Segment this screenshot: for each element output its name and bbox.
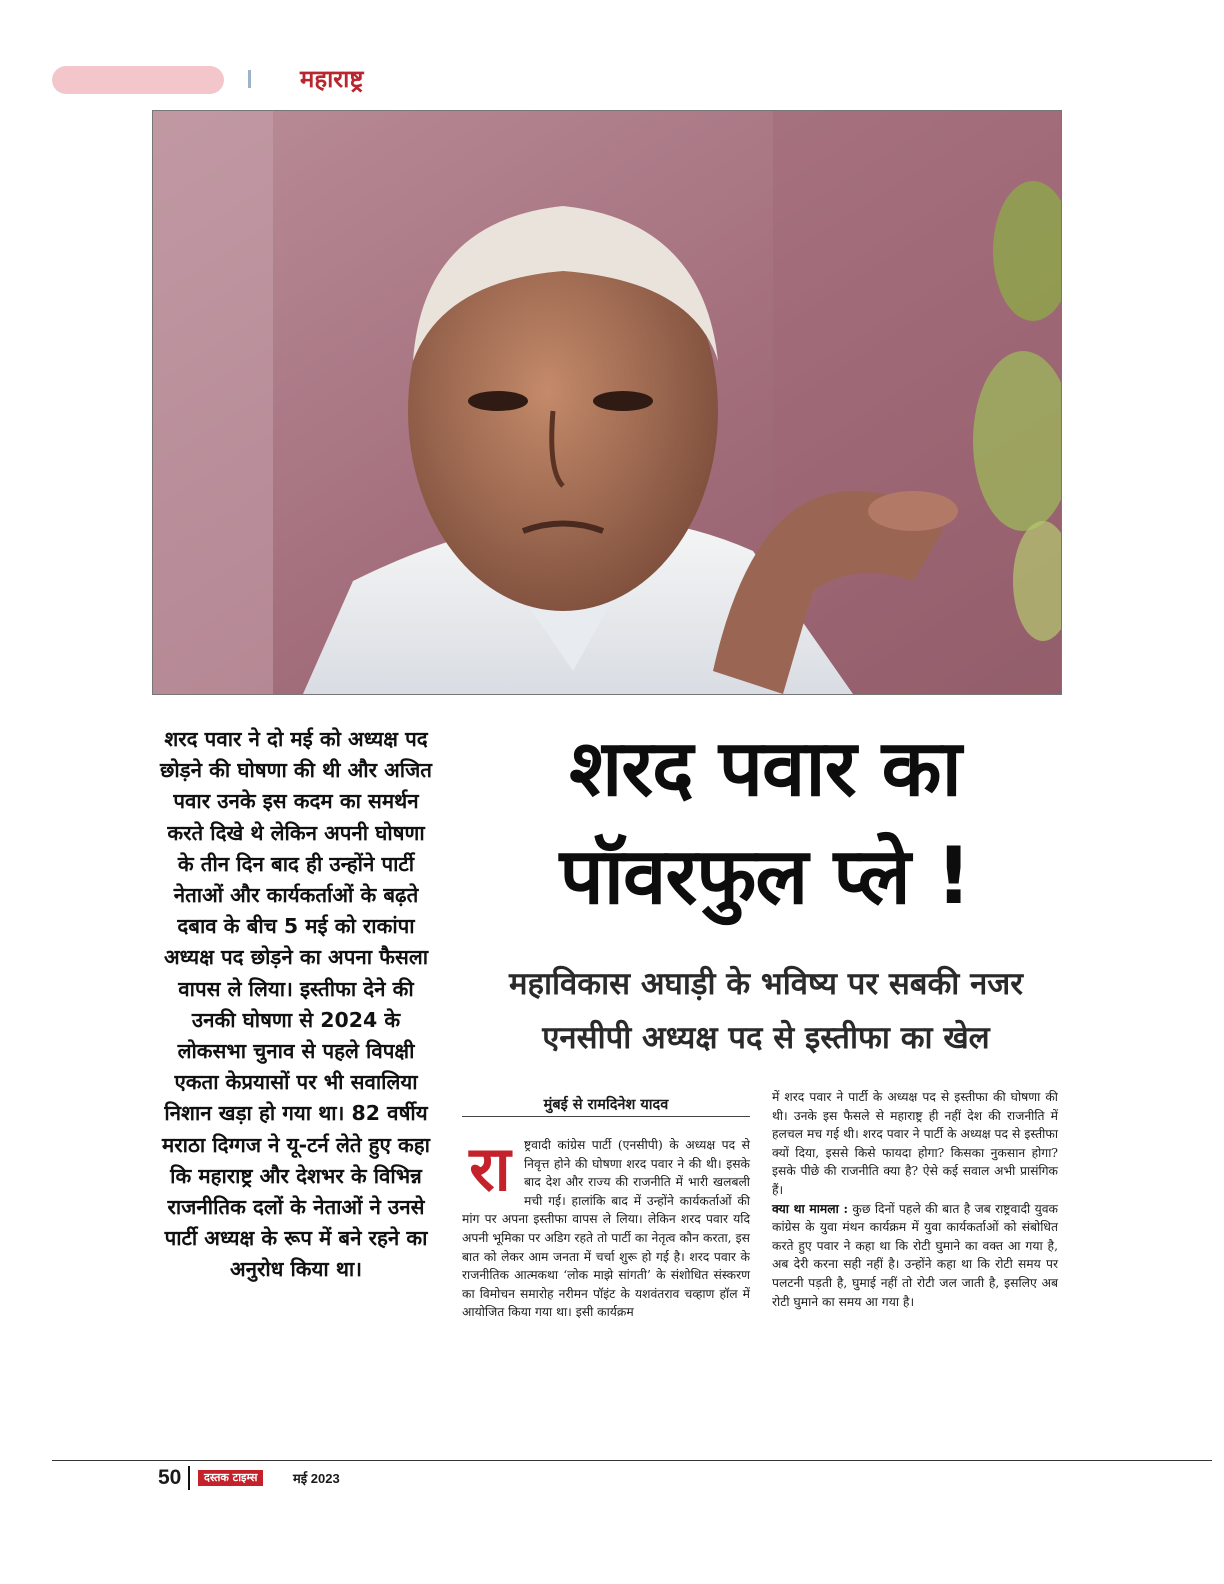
subheadline-2: एनसीपी अध्यक्ष पद से इस्तीफा का खेल — [542, 1020, 990, 1056]
footer-rule — [52, 1460, 1212, 1461]
header-divider — [248, 70, 251, 88]
footer-divider — [188, 1466, 190, 1490]
byline-rule — [462, 1116, 750, 1117]
headline-line-1: शरद पवार का — [569, 724, 961, 814]
subheadline-1: महाविकास अघाड़ी के भविष्य पर सबकी नजर — [508, 966, 1023, 1002]
pull-quote: शरद पवार ने दो मई को अध्यक्ष पद छोड़ने की घोषणा की थी और अजित पवार उनके इस कदम का समर्थन करते दिखे थे लेकिन अपनी घोषणा के तीन दिन बाद ही उन्होंने पार्टी नेताओं और कार्यकर्ताओं के बढ़ते दबाव के बीच 5 मई को राकांपा अध्यक्ष पद छोड़ने का अपना फैसला वापस ले लिया। इस्तीफा देने की उनकी घोषणा से 2024 के लोकसभा चुनाव से पहले विपक्षी एकता केप्रयासों पर भी सवालिया निशान खड़ा हो गया था। 82 वर्षीय मराठा दिग्गज ने यू-टर्न लेते हुए कहा कि महाराष्ट्र और देशभर के विभिन्न राजनीतिक दलों के नेताओं ने उनसे पार्टी अध्यक्ष के रूप में बने रहने का अनुरोध किया था। — [160, 727, 432, 1282]
article-col2-paragraph: में शरद पवार ने पार्टी के अध्यक्ष पद से इस्तीफा की घोषणा की थी। उनके इस फैसले से महाराष्ट्र ही नहीं देश की राजनीति में हलचल मच गई थी। शरद पवार ने पार्टी के अध्यक्ष पद से इस्तीफा क्यों दिया, इससे किसे फायदा होगा? किसका नुकसान होगा? इसके पीछे की राजनीति क्या है? ऐसे कई सवाल अभी प्रासंगिक हैं। — [772, 1090, 1058, 1197]
lead-photo — [152, 110, 1062, 695]
section-title: महाराष्ट्र — [300, 65, 364, 93]
issue-date: मई 2023 — [293, 1471, 340, 1486]
drop-cap: रा — [469, 1132, 511, 1205]
article-column-2 — [772, 1088, 1058, 1311]
section-tab-pill — [52, 66, 224, 94]
article-col2-paragraph-2: कुछ दिनों पहले की बात है जब राष्ट्रवादी युवक कांग्रेस के युवा मंथन कार्यक्रम में युवा कार्यकर्ताओं को संबोधित करते हुए पवार ने कहा था कि रोटी घुमाने का वक्त आ गया है, अब देरी करना सही नहीं है। उन्होंने कहा था कि रोटी समय पर पलटनी पड़ती है, घुमाई नहीं तो रोटी जल जाती है, इसलिए अब रोटी घुमाने का समय आ गया है। — [772, 1201, 1058, 1309]
headline-line-2: पॉवरफुल प्ले ! — [559, 832, 971, 922]
article-column-1 — [462, 1132, 750, 1322]
page-number: 50 — [158, 1466, 182, 1489]
case-subheading: क्या था मामला : — [772, 1200, 849, 1216]
headline — [470, 715, 1060, 931]
magazine-logo: दस्तक टाइम्स — [198, 1470, 263, 1486]
article-col1-text: ष्ट्रवादी कांग्रेस पार्टी (एनसीपी) के अध्यक्ष पद से निवृत्त होने की घोषणा शरद पवार ने की थी। इसके बाद देश और राज्य की राजनीति में भारी खलबली मची गई। हालांकि बाद में उन्होंने कार्यकर्ताओं की मांग पर अपना इस्तीफा वापस ले लिया। लेकिन शरद पवार यदि अपनी भूमिका पर अडिग रहते तो पार्टी का नेतृत्व कौन करता, इस बात को लेकर आम जनता में चर्चा शुरू हो गई है। शरद पवार के राजनीतिक आत्मकथा ‘लोक माझे सांगती’ के संशोधित संस्करण का विमोचन समारोह नरीमन पॉइंट के यशवंतराव चव्हाण हॉल में आयोजित किया गया था। इसी कार्यक्रम — [462, 1138, 750, 1320]
byline: मुंबई से रामदिनेश यादव — [543, 1097, 669, 1113]
portrait-photo-illustration — [153, 111, 1061, 694]
